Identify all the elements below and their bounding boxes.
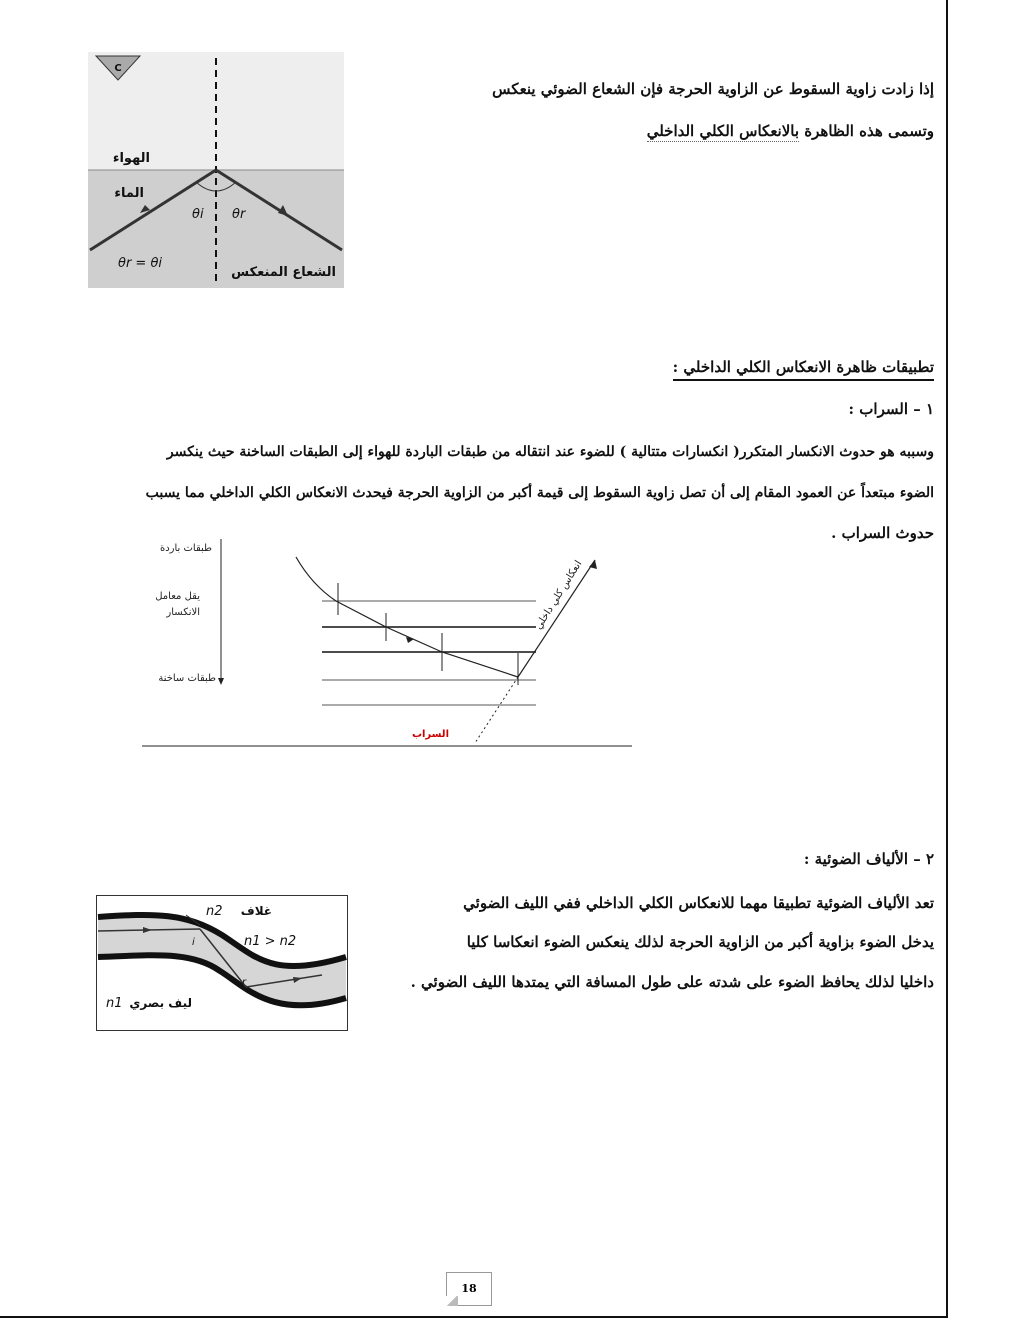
page-number: 18 [446, 1272, 492, 1306]
figure2-refracted-ray [296, 557, 518, 677]
badge-letter: C [114, 63, 122, 74]
figure2-label-mirage: السراب [411, 729, 449, 740]
figure2-label-index-2: الانكسار [166, 607, 200, 618]
figure3-label-r: r [242, 977, 247, 988]
applications-heading-text: تطبيقات ظاهرة الانعكاس الكلي الداخلي : [673, 358, 934, 381]
mirage-line-3: حدوث السراب . [831, 524, 934, 542]
figure3-label-i: i [192, 937, 195, 948]
fiber-line-2: يدخل الضوء بزاوية أكبر من الزاوية الحرجة لذلك ينعكس الضوء انعكاسا كليا [466, 933, 934, 951]
page-number-corner [446, 1296, 458, 1306]
figure1-label-theta-i: θi [192, 207, 204, 222]
figure2-reflected-ray [518, 560, 595, 677]
figure1-label-reflected-ray: الشعاع المنعكس [231, 265, 336, 280]
mirage-line-1: وسببه هو حدوث الانكسار المتكرر( انكسارات متتالية ) للضوء عند انتقاله من طبقات الباردة للهواء إلى الطبقات الساخنة حيث ينكسر [166, 444, 934, 460]
figure1-label-air: الهواء [112, 151, 150, 166]
fiber-line-3: داخليا لذلك يحافظ الضوء على شدته على طول المسافة التي يمتدها الليف الضوئي . [410, 973, 934, 991]
mirage-line-2: الضوء مبتعداً عن العمود المقام إلى أن تصل زاوية السقوط إلى قيمة أكبر من الزاوية الحرجة فيحدث الانعكاس الكلي الداخلي مما يسبب [145, 485, 934, 501]
figure1-label-theta-r: θr [232, 207, 246, 222]
figure3-label-n2: n2 [206, 904, 223, 919]
mirage-title: ١ – السراب : [848, 400, 934, 418]
figure1-label-equation: θr = θi [118, 256, 163, 271]
figure3-label-cladding: غلاف [240, 904, 272, 918]
intro-line-2 [647, 124, 934, 139]
fiber-line-1: تعد الألياف الضوئية تطبيقا مهما للانعكاس الكلي الداخلي ففي الليف الضوئي [463, 894, 934, 912]
figure2-mirage-extension [475, 677, 518, 743]
figure2-label-cold: طبقات باردة [159, 543, 212, 554]
applications-heading [673, 358, 934, 376]
figure2-label-index-1: يقل معامل [155, 591, 200, 602]
figure3-label-core: ليف بصري [129, 996, 192, 1010]
figure-optical-fiber [96, 895, 348, 1031]
figure3-label-n1: n1 [106, 996, 123, 1011]
figure2-label-hot: طبقات ساخنة [158, 673, 216, 684]
figure2-scale-arrow [218, 678, 224, 685]
figure2-label-internal-reflection: انعكاس كلي داخلي [533, 558, 585, 632]
figure-total-internal-reflection [88, 52, 344, 288]
intro-line-2-prefix: وتسمى هذه الظاهرة [799, 122, 934, 140]
fiber-title: ٢ – الألياف الضوئية : [803, 850, 934, 868]
term-total-internal-reflection: بالانعكاس الكلي الداخلي [646, 122, 800, 140]
intro-line-1: إذا زادت زاوية السقوط عن الزاوية الحرجة فإن الشعاع الضوئي ينعكس [492, 80, 934, 98]
figure-mirage [140, 535, 635, 750]
figure3-label-relation: n1 > n2 [244, 934, 297, 949]
figure1-label-water: الماء [114, 186, 144, 201]
